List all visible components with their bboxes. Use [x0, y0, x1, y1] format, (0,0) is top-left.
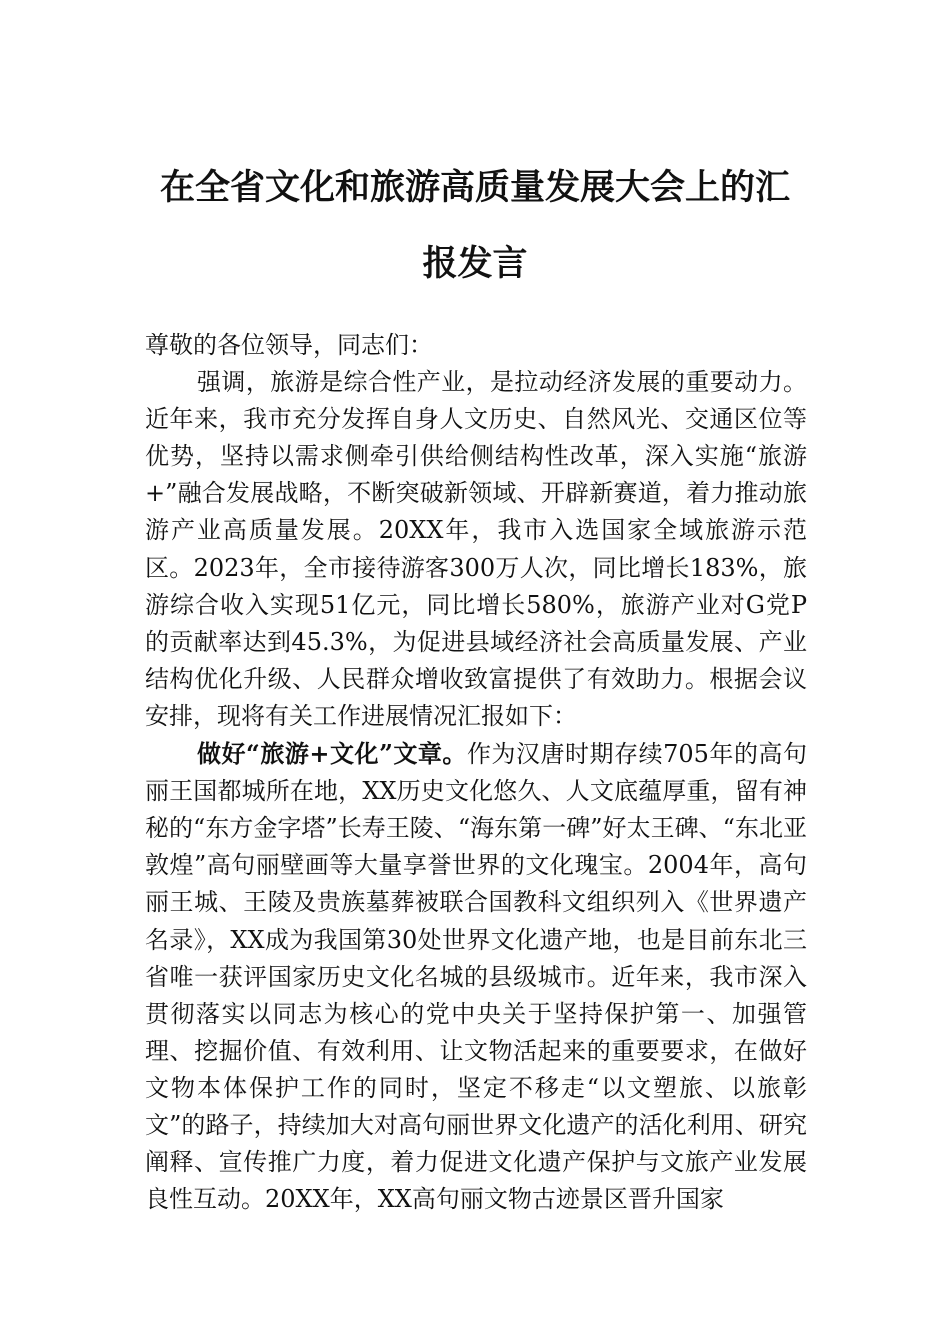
title-line-1: 在全省文化和旅游高质量发展大会上的汇	[159, 167, 790, 208]
paragraph-2-lead: 做好“旅游+文化”文章。	[197, 739, 467, 769]
paragraph-2	[145, 735, 807, 1218]
paragraph-2-body: 作为汉唐时期存续705年的高句丽王国都城所在地，XX历史文化悠久、人文底蕴厚重，留有神秘的“东方金字塔”长寿王陵、“海东第一碑”好太王碑、“东北亚敦煌”高句丽壁画等大量享誉世界的文化瑰宝。2004年，高句丽王城、王陵及贵族墓葬被联合国教科文组织列入《世界遗产名录》，XX成为我国第30处世界文化遗产地，也是目前东北三省唯一获评国家历史文化名城的县级城市。近年来，我市深入贯彻落实以同志为核心的党中央关于坚持保护第一、加强管理、挖掘价值、有效利用、让文物活起来的重要要求，在做好文物本体保护工作的同时，坚定不移走“以文塑旅、以旅彰文”的路子，持续加大对高句丽世界文化遗产的活化利用、研究阐释、宣传推广力度，着力促进文化遗产保护与文旅产业发展良性互动。20XX年，XX高句丽文物古迹景区晋升国家	[145, 740, 807, 1214]
title-line-2: 报发言	[422, 243, 528, 284]
page-title	[140, 150, 810, 302]
paragraph-1: 强调，旅游是综合性产业，是拉动经济发展的重要动力。近年来，我市充分发挥自身人文历史、自然风光、交通区位等优势，坚持以需求侧牵引供给侧结构性改革，深入实施“旅游+”融合发展战略，不断突破新领域、开辟新赛道，着力推动旅游产业高质量发展。20XX年，我市入选国家全域旅游示范区。2023年，全市接待游客300万人次，同比增长183%，旅游综合收入实现51亿元，同比增长580%，旅游产业对G党P的贡献率达到45.3%，为促进县域经济社会高质量发展、产业结构优化升级、人民群众增收致富提供了有效助力。根据会议安排，现将有关工作进展情况汇报如下：	[145, 368, 807, 730]
salutation: 尊敬的各位领导，同志们：	[145, 331, 433, 359]
document-body	[145, 327, 807, 1218]
